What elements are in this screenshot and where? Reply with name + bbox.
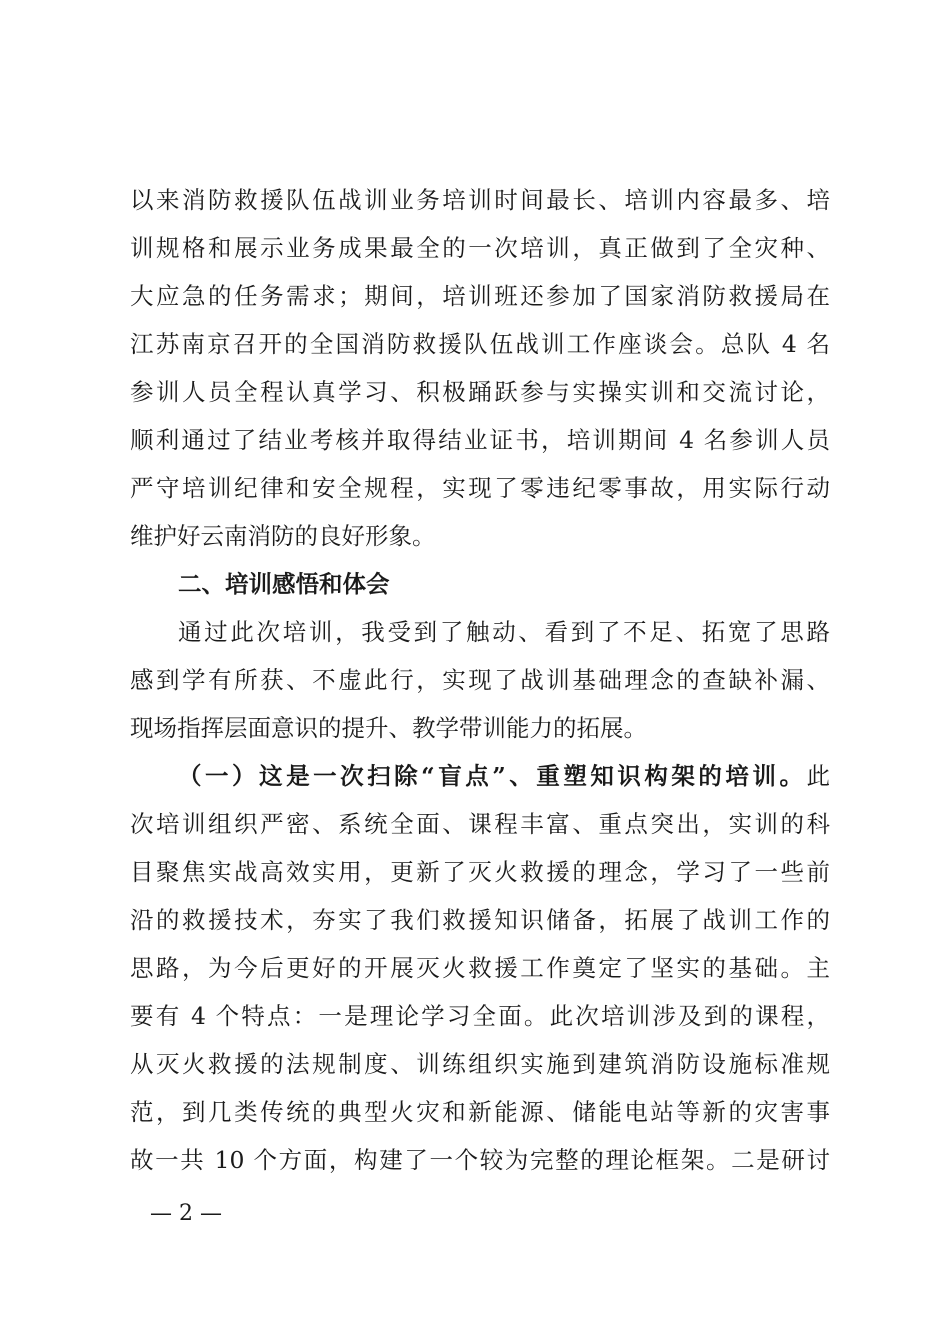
paragraph-1-line: 江苏南京召开的全国消防救援队伍战训工作座谈会。总队 4 名	[130, 330, 830, 358]
paragraph-3-first-line	[178, 756, 830, 796]
paragraph-2-line: 现场指挥层面意识的提升、教学带训能力的拓展。	[130, 714, 647, 742]
paragraph-1-line: 维护好云南消防的良好形象。	[130, 522, 436, 550]
paragraph-1-line: 参训人员全程认真学习、积极踊跃参与实操实训和交流讨论，	[130, 378, 830, 406]
paragraph-3-line: 要有 4 个特点：一是理论学习全面。此次培训涉及到的课程，	[130, 1002, 830, 1030]
paragraph-3-line: 目聚焦实战高效实用，更新了灭火救援的理念，学习了一些前	[130, 858, 830, 886]
paragraph-1-line: 以来消防救援队伍战训业务培训时间最长、培训内容最多、培	[130, 186, 830, 214]
paragraph-3-line: 思路，为今后更好的开展灭火救援工作奠定了坚实的基础。主	[130, 954, 830, 982]
paragraph-1-line: 训规格和展示业务成果最全的一次培训，真正做到了全灾种、	[130, 234, 830, 262]
page-number: — 2 —	[150, 1201, 222, 1226]
paragraph-1-line: 严守培训纪律和安全规程，实现了零违纪零事故，用实际行动	[130, 474, 830, 502]
paragraph-2-line: 感到学有所获、不虚此行，实现了战训基础理念的查缺补漏、	[130, 666, 830, 694]
paragraph-3-bold-lead: （一）这是一次扫除“盲点”、重塑知识构架的培训。	[178, 762, 807, 790]
paragraph-3-line: 范，到几类传统的典型火灾和新能源、储能电站等新的灾害事	[130, 1098, 830, 1126]
paragraph-2-line: 通过此次培训，我受到了触动、看到了不足、拓宽了思路	[178, 618, 830, 646]
paragraph-1-line: 顺利通过了结业考核并取得结业证书，培训期间 4 名参训人员	[130, 426, 830, 454]
paragraph-1-line: 大应急的任务需求；期间，培训班还参加了国家消防救援局在	[130, 282, 830, 310]
paragraph-3-line: 从灭火救援的法规制度、训练组织实施到建筑消防设施标准规	[130, 1050, 830, 1078]
section-heading: 二、培训感悟和体会	[178, 570, 390, 598]
paragraph-3-line: 次培训组织严密、系统全面、课程丰富、重点突出，实训的科	[130, 810, 830, 838]
paragraph-3-line: 沿的救援技术，夯实了我们救援知识储备，拓展了战训工作的	[130, 906, 830, 934]
paragraph-3-line: 故一共 10 个方面，构建了一个较为完整的理论框架。二是研讨	[130, 1146, 830, 1174]
paragraph-3-first-line-rest: 此	[806, 762, 830, 790]
